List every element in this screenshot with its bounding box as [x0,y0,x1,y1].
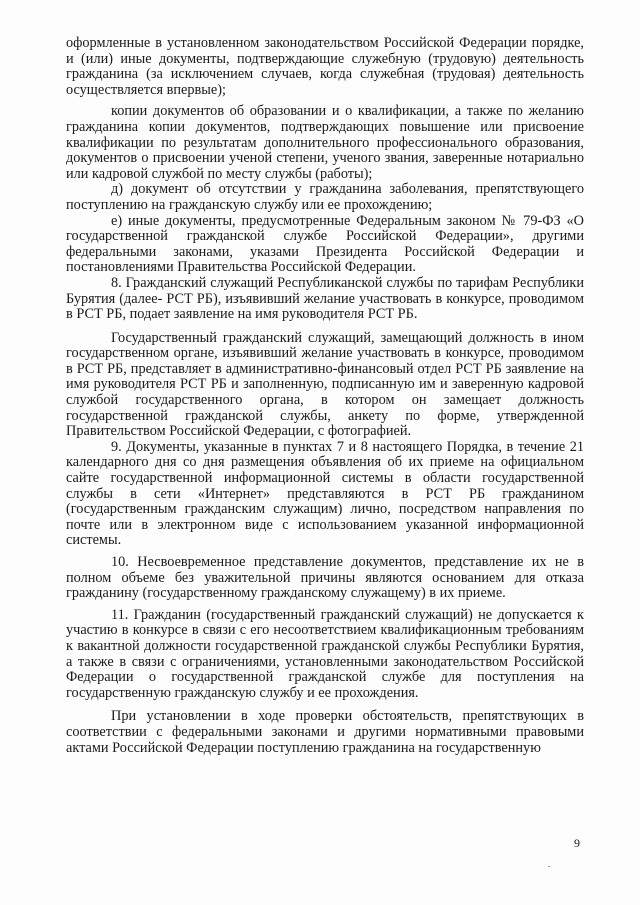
document-body [66,36,584,756]
paragraph-continuation: оформленные в установленном законодательством Российской Федерации порядке, и (или) иные документы, подтверждающие служебную (трудовую) деятельность гражданина (за исключением случаев, когда служебная (трудовая) деятельность осуществляется впервые); [66,35,584,98]
paragraph-8: 8. Гражданский служащий Республиканской службы по тарифам Республики Бурятия (далее- РСТ РБ), изъявивший желание участвовать в конкурсе, проводимом в РСТ РБ, подает заявление на имя руководителя РСТ РБ. [66,274,584,323]
paragraph-item-d: д) документ об отсутствии у гражданина заболевания, препятствующего поступлению на гражданскую службу или ее прохождению; [66,181,584,213]
paragraph-education-copies: копии документов об образовании и о квалификации, а также по желанию гражданина копии документов, подтверждающих повышение или присвоение квалификации по результатам дополнительного профессионального образования, документов о присвоении ученой степени, ученого звания, заверенные нотариально или кадровой службой по месту службы (работы); [66,103,584,182]
paragraph-10: 10. Несвоевременное представление документов, представление их не в полном объеме без уважительной причины являются основанием для отказа гражданину (государственному гражданскому служащему) в их приеме. [66,554,584,602]
page-number: 9 [574,836,580,850]
scan-speck [548,866,550,867]
paragraph-8-civil-servant: Государственный гражданский служащий, замещающий должность в ином государственном органе, изъявивший желание участвовать в конкурсе, проводимом в РСТ РБ, представляет в административно-финансовый отдел РСТ РБ заявление на имя руководителя РСТ РБ и заполненную, подписанную им и заверенную кадровой службой государственного органа, в котором он замещает должность государственной гражданской службы, анкету по форме, утвержденной Правительством Российской Федерации, с фотографией. [66,329,584,440]
paragraph-11: 11. Гражданин (государственный гражданский служащий) не допускается к участию в конкурсе в связи с его несоответствием квалификационным требованиям к вакантной должности государственной гражданской службы Республики Бурятия, а также в связи с ограничениями, установленными законодательством Российской Федерации о государственной гражданской службе для поступления на государственную гражданскую службу и ее прохождения. [66,606,584,701]
paragraph-9: 9. Документы, указанные в пунктах 7 и 8 настоящего Порядка, в течение 21 календарного дня со дня размещения объявления об их приеме на официальном сайте государственной информационной системы в области государственной службы в сети «Интернет» представляются в РСТ РБ гражданином (государственным гражданским служащим) лично, посредством направления по почте или в электронном виде с использованием указанной информационной системы. [66,438,584,549]
paragraph-verification: При установлении в ходе проверки обстоятельств, препятствующих в соответствии с федеральными законами и другими нормативными правовыми актами Российской Федерации поступлению гражданина на государственную [66,708,584,756]
paragraph-item-e: е) иные документы, предусмотренные Федеральным законом № 79-ФЗ «О государственной гражданской службе Российской Федерации», другими федеральными законами, указами Президента Российской Федерации и постановлениями Правительства Российской Федерации. [66,212,584,276]
